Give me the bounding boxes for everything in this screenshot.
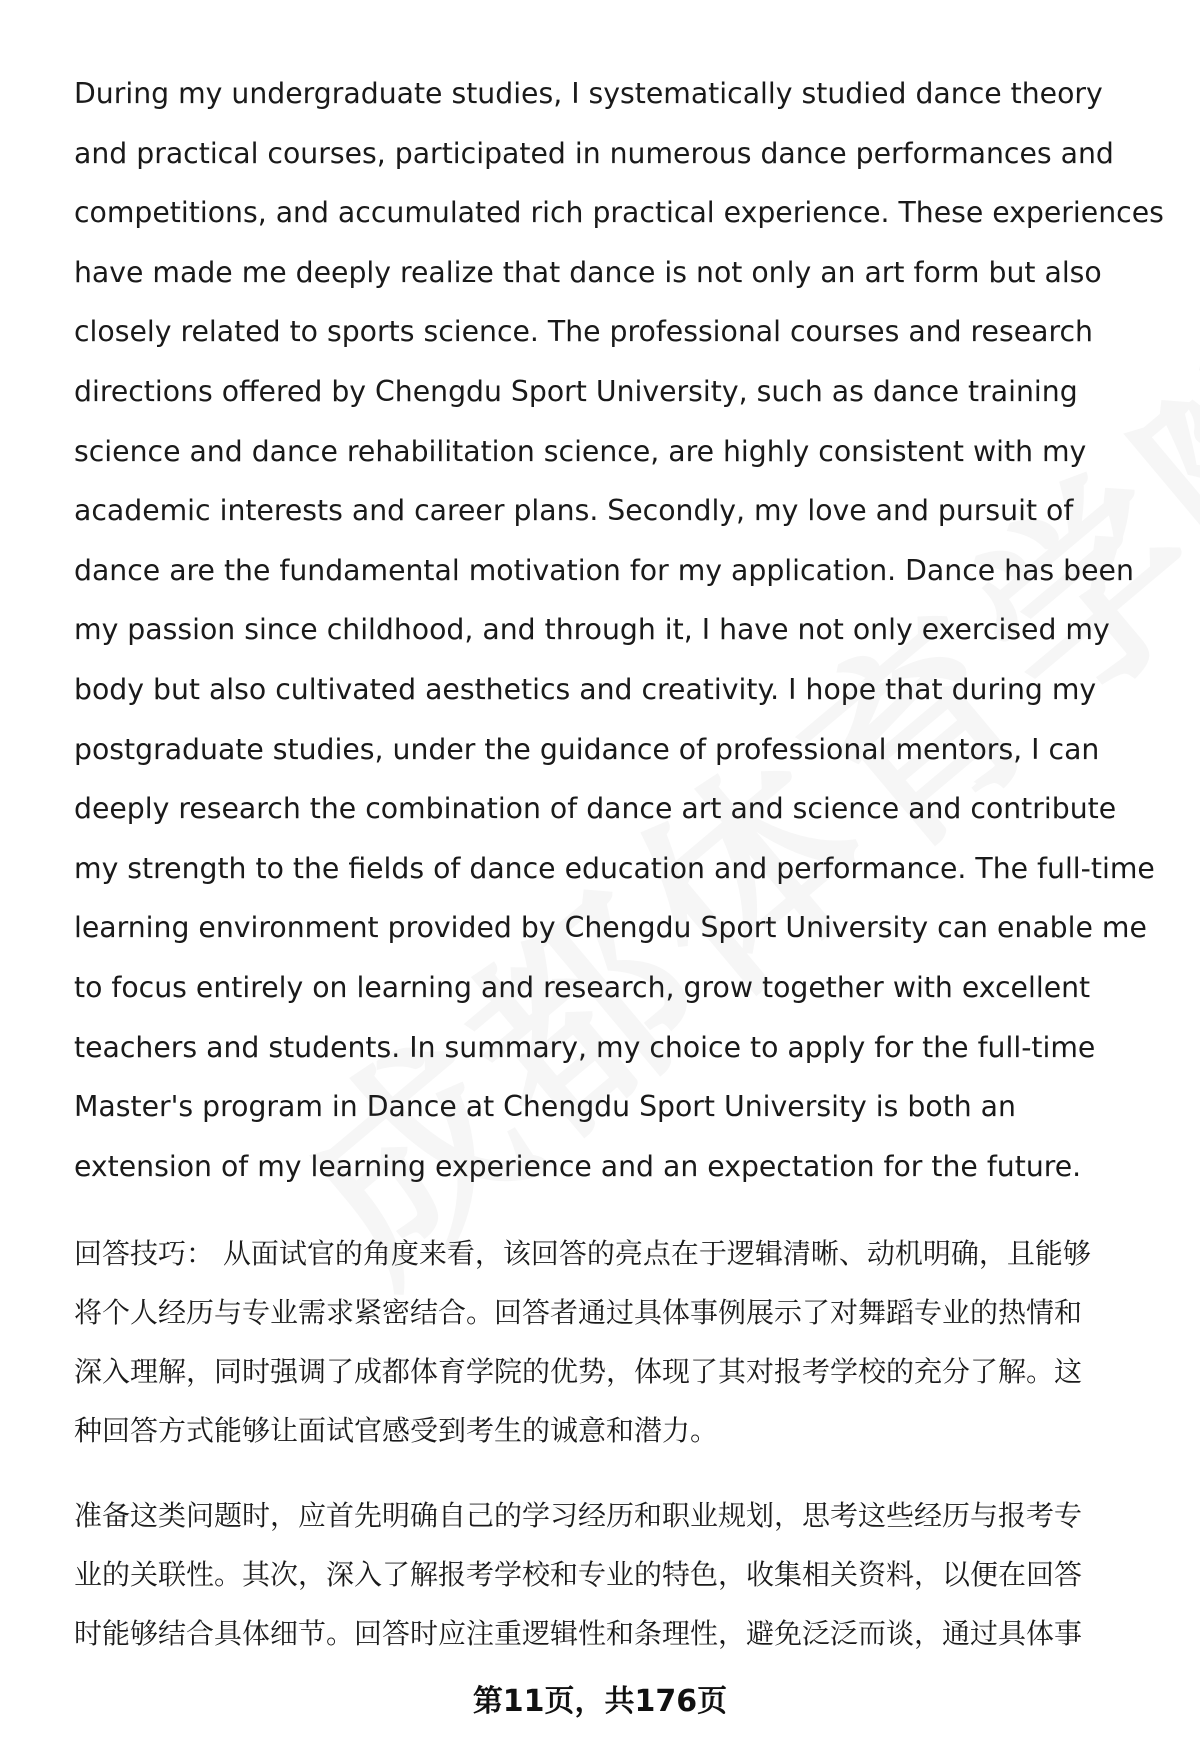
- paragraph-line: 深入理解，同时强调了成都体育学院的优势，体现了其对报考学校的充分了解。这: [74, 1355, 1083, 1389]
- paragraph-line: postgraduate studies, under the guidance of professional mentors, I can: [74, 732, 1100, 766]
- page-number-footer: 第11页，共176页: [472, 1684, 728, 1719]
- paragraph-line: body but also cultivated aesthetics and creativity. I hope that during my: [74, 672, 1097, 706]
- paragraph-line: science and dance rehabilitation science, are highly consistent with my: [74, 434, 1087, 468]
- paragraph-line: teachers and students. In summary, my choice to apply for the full-time: [74, 1030, 1096, 1064]
- paragraph-line: to focus entirely on learning and research, grow together with excellent: [74, 970, 1091, 1004]
- answer-tips-paragraph: [74, 1224, 1164, 1460]
- paragraph-line: 将个人经历与专业需求紧密结合。回答者通过具体事例展示了对舞蹈专业的热情和: [74, 1296, 1083, 1330]
- paragraph-line: have made me deeply realize that dance is not only an art form but also: [74, 255, 1102, 289]
- paragraph-line: competitions, and accumulated rich practical experience. These experiences: [74, 196, 1164, 230]
- english-answer-paragraph: [74, 64, 1164, 1196]
- paragraph-line: directions offered by Chengdu Sport University, such as dance training: [74, 374, 1078, 408]
- paragraph-line: extension of my learning experience and an expectation for the future.: [74, 1149, 1082, 1183]
- paragraph-line: 业的关联性。其次，深入了解报考学校和专业的特色，收集相关资料，以便在回答: [74, 1558, 1083, 1592]
- paragraph-line: Master's program in Dance at Chengdu Sport University is both an: [74, 1090, 1016, 1124]
- page-content: [74, 64, 1164, 1663]
- paragraph-line: 准备这类问题时，应首先明确自己的学习经历和职业规划，思考这些经历与报考专: [74, 1499, 1083, 1533]
- paragraph-line: deeply research the combination of dance art and science and contribute: [74, 792, 1117, 826]
- paragraph-line: learning environment provided by Chengdu Sport University can enable me: [74, 911, 1147, 945]
- paragraph-line: closely related to sports science. The professional courses and research: [74, 315, 1093, 349]
- paragraph-line: 种回答方式能够让面试官感受到考生的诚意和潜力。: [74, 1414, 719, 1448]
- paragraph-line: my passion since childhood, and through it, I have not only exercised my: [74, 613, 1110, 647]
- paragraph-line: 时能够结合具体细节。回答时应注重逻辑性和条理性，避免泛泛而谈，通过具体事: [74, 1617, 1083, 1651]
- paragraph-line: and practical courses, participated in numerous dance performances and: [74, 136, 1114, 170]
- preparation-paragraph: [74, 1486, 1164, 1663]
- paragraph-line: academic interests and career plans. Secondly, my love and pursuit of: [74, 494, 1074, 528]
- paragraph-line: 回答技巧： 从面试官的角度来看，该回答的亮点在于逻辑清晰、动机明确，且能够: [74, 1237, 1091, 1271]
- paragraph-line: During my undergraduate studies, I systematically studied dance theory: [74, 77, 1103, 110]
- paragraph-line: dance are the fundamental motivation for my application. Dance has been: [74, 553, 1134, 587]
- paragraph-line: my strength to the fields of dance education and performance. The full-time: [74, 851, 1155, 885]
